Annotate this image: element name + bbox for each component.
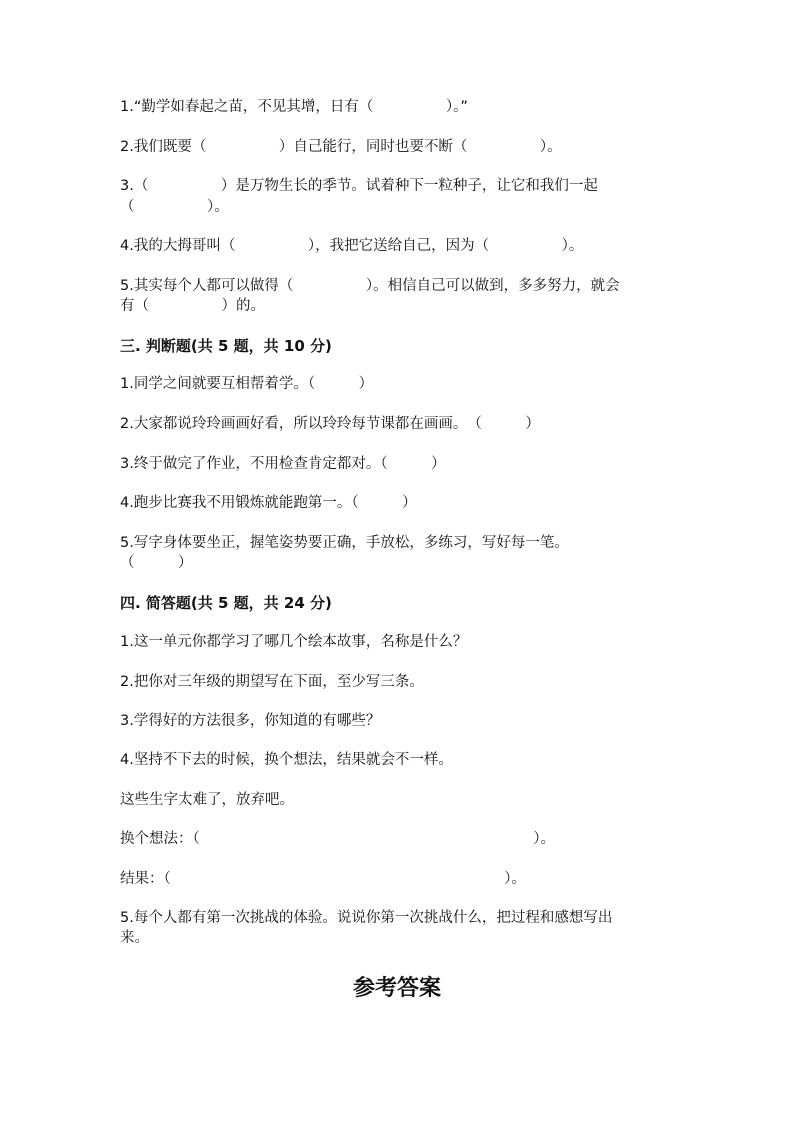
judge-item-3: 3.终于做完了作业，不用检查肯定都对。（ ） <box>120 456 446 472</box>
judge-item-5-line-2: （ ） <box>120 555 193 571</box>
judge-item-4: 4.跑步比赛我不用锻炼就能跑第一。（ ） <box>120 495 417 511</box>
blank-item-1: 1.“勤学如春起之苗，不见其增，日有（ ）。” <box>120 99 468 115</box>
short-item-4-example: 这些生字太难了，放弃吧。 <box>120 792 294 808</box>
short-item-5-line-2: 来。 <box>120 930 149 946</box>
judge-item-2: 2.大家都说玲玲画画好看，所以玲玲每节课都在画画。 （ ） <box>120 416 540 432</box>
short-item-4-result: 结果：（ ）。 <box>120 871 526 887</box>
blank-item-5-line-1: 5.其实每个人都可以做得（ ）。相信自己可以做到，多多努力，就会 <box>120 278 620 294</box>
short-item-1: 1.这一单元你都学习了哪几个绘本故事，名称是什么？ <box>120 634 468 650</box>
judge-item-5-line-1: 5.写字身体要坐正，握笔姿势要正确，手放松，多练习，写好每一笔。 <box>120 535 569 551</box>
judge-item-1: 1.同学之间就要互相帮着学。（ ） <box>120 376 374 392</box>
blank-item-3-line-1: 3.（ ）是万物生长的季节。试着种下一粒种子，让它和我们一起 <box>120 178 598 194</box>
short-item-5-line-1: 5.每个人都有第一次挑战的体验。说说你第一次挑战什么，把过程和感想写出 <box>120 910 613 926</box>
blank-item-3-line-2: （ ）。 <box>120 199 229 215</box>
short-item-4: 4.坚持不下去的时候，换个想法，结果就会不一样。 <box>120 752 453 768</box>
blank-item-5-line-2: 有（ ）的。 <box>120 298 265 314</box>
section-3-heading: 三. 判断题(共 5 题，共 10 分) <box>120 337 332 355</box>
short-item-3: 3.学得好的方法很多，你知道的有哪些？ <box>120 713 381 729</box>
section-4-heading: 四. 简答题(共 5 题，共 24 分) <box>120 594 332 612</box>
short-item-4-new-idea: 换个想法：（ ）。 <box>120 831 555 847</box>
short-item-2: 2.把你对三年级的期望写在下面，至少写三条。 <box>120 674 424 690</box>
blank-item-2: 2.我们既要（ ）自己能行，同时也要不断（ ）。 <box>120 139 562 155</box>
answer-title: 参考答案 <box>352 975 441 1001</box>
blank-item-4: 4.我的大拇哥叫（ ），我把它送给自己，因为（ ）。 <box>120 238 584 254</box>
